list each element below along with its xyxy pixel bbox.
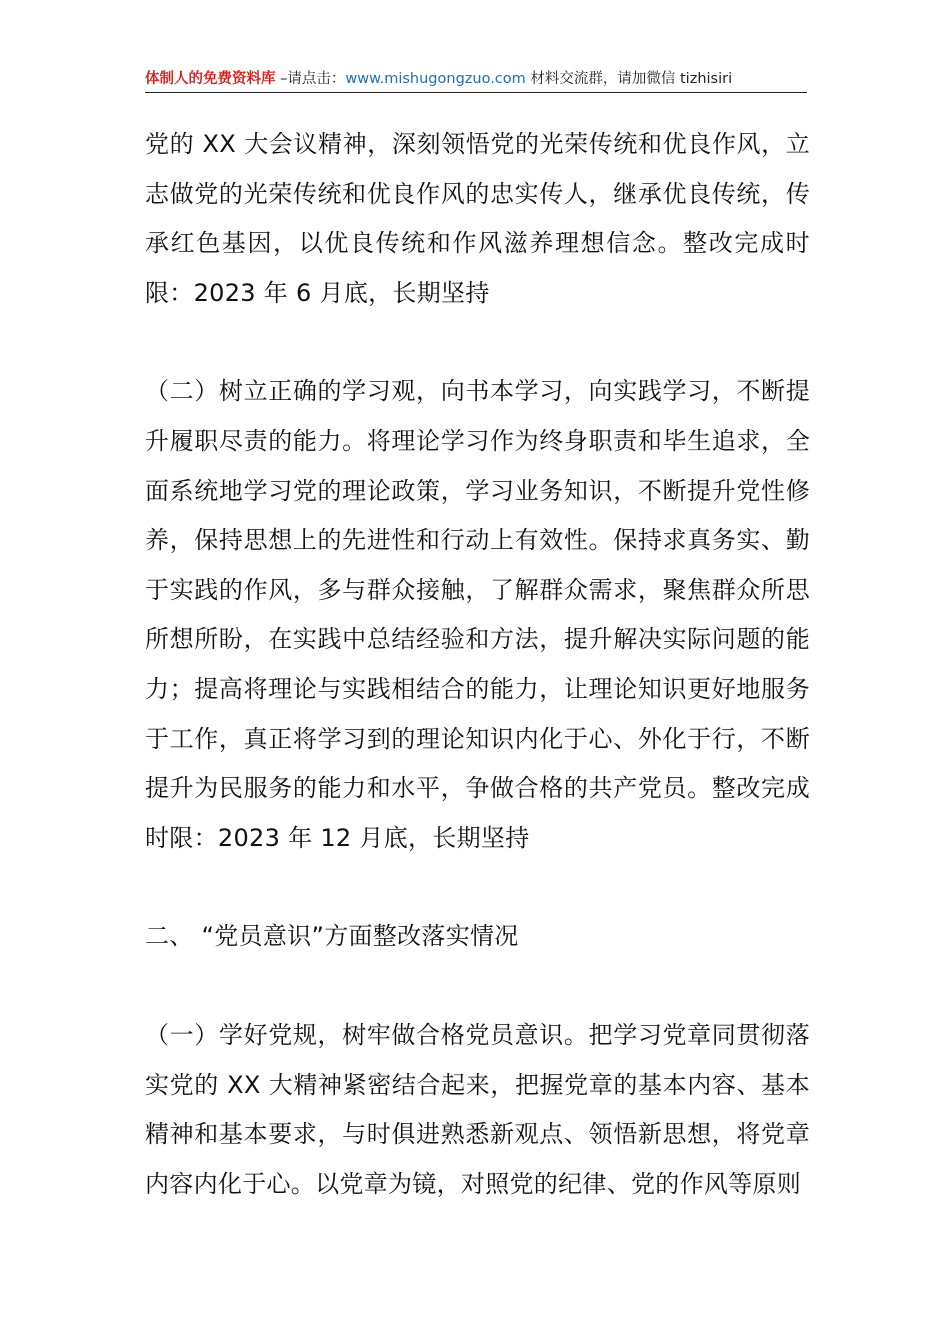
header-cta: –请点击： xyxy=(275,71,346,87)
page-header xyxy=(145,68,807,93)
paragraph-spacer xyxy=(145,962,810,1011)
paragraph-spacer xyxy=(145,318,810,367)
paragraph-2: （二）树立正确的学习观，向书本学习，向实践学习，不断提升履职尽责的能力。将理论学习作为终身职责和毕生追求，全面系统地学习党的理论政策，学习业务知识，不断提升党性修养，保持思想上的先进性和行动上有效性。保持求真务实、勤于实践的作风，多与群众接触，了解群众需求，聚焦群众所思所想所盼，在实践中总结经验和方法，提升解决实际问题的能力；提高将理论与实践相结合的能力，让理论知识更好地服务于工作，真正将学习到的理论知识内化于心、外化于行，不断提升为民服务的能力和水平，争做合格的共产党员。整改完成时限：2023 年 12 月底，长期坚持 xyxy=(145,377,810,852)
header-contact-text: 材料交流群，请加微信 tizhisiri xyxy=(525,71,733,87)
paragraph-1: 党的 XX 大会议精神，深刻领悟党的光荣传统和优良作风，立志做党的光荣传统和优良作风的忠实传人，继承优良传统，传承红色基因，以优良传统和作风滋养理想信念。整改完成时限：2023 年 6 月底，长期坚持 xyxy=(145,130,810,307)
paragraph-spacer xyxy=(145,863,810,912)
header-site-name: 体制人的免费资料库 xyxy=(145,71,276,87)
section-heading-2: 二、 “党员意识”方面整改落实情况 xyxy=(145,922,519,951)
header-url-link[interactable]: www.mishugongzuo.com xyxy=(345,71,526,87)
document-body xyxy=(145,120,810,1209)
paragraph-3: （一）学好党规，树牢做合格党员意识。把学习党章同贯彻落实党的 XX 大精神紧密结合起来，把握党章的基本内容、基本精神和基本要求，与时俱进熟悉新观点、领悟新思想，将党章内容内化于心。以党章为镜，对照党的纪律、党的作风等原则 xyxy=(145,1020,810,1198)
